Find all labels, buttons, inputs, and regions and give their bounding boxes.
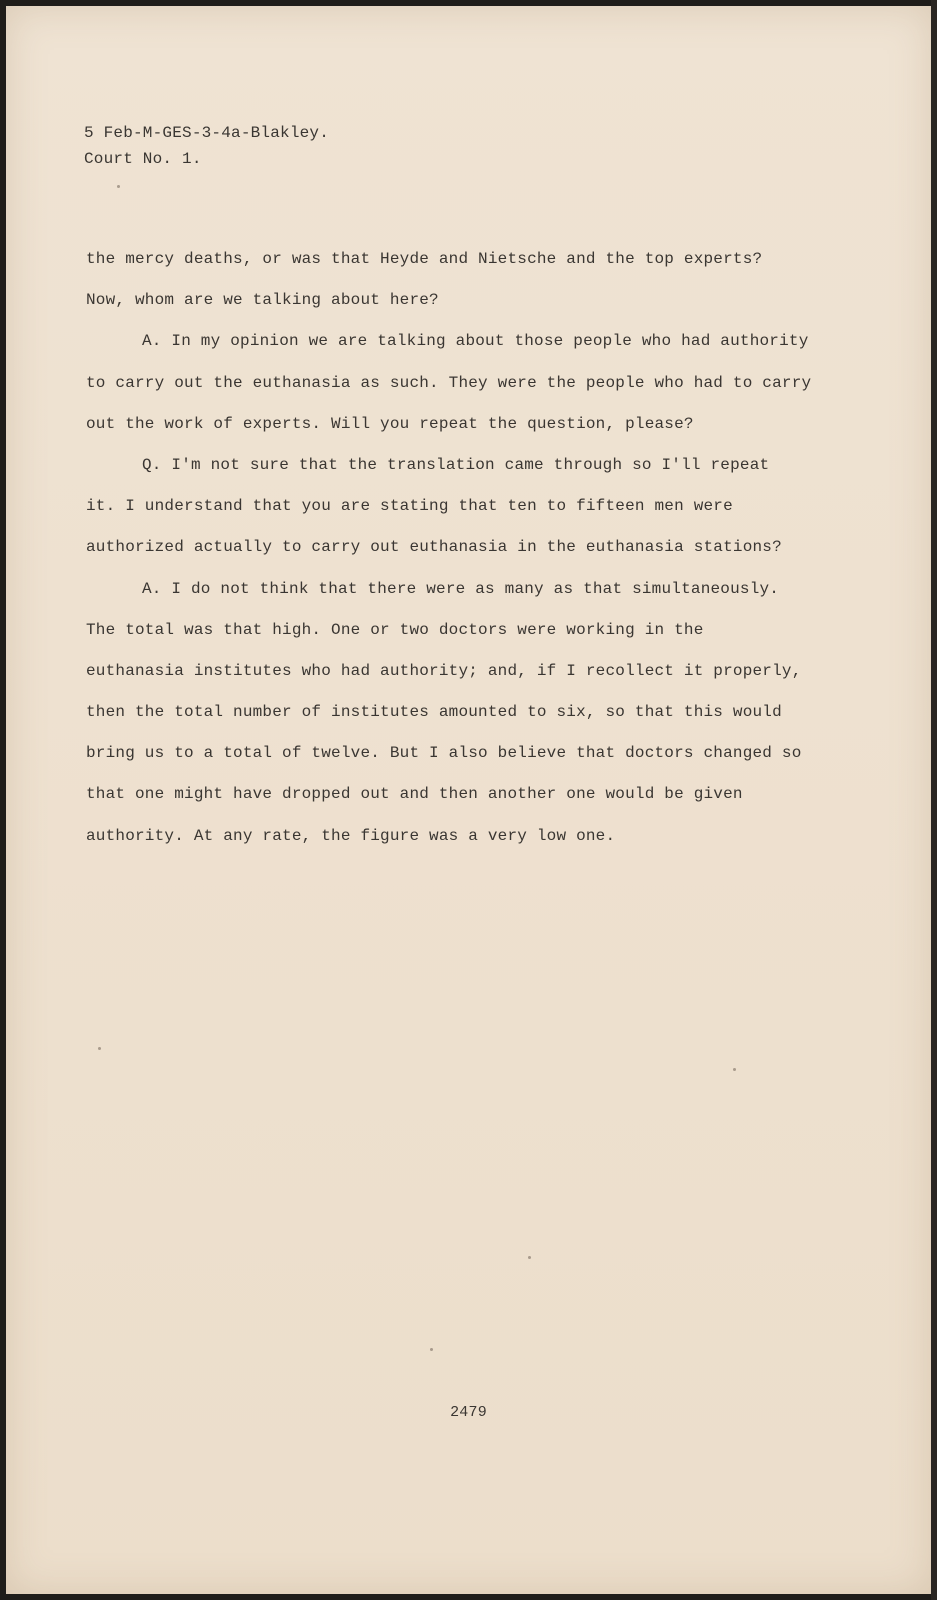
transcript-line: out the work of experts. Will you repeat the question, please?	[86, 414, 694, 433]
paper-speck	[430, 1348, 433, 1351]
header-reference: 5 Feb-M-GES-3-4a-Blakley.	[84, 124, 330, 142]
paper-speck	[98, 1047, 101, 1050]
header-court: Court No. 1.	[84, 150, 202, 168]
page-number: 2479	[450, 1404, 487, 1421]
paper-speck	[117, 185, 120, 188]
transcript-line: The total was that high. One or two doctors were working in the	[86, 620, 704, 639]
transcript-line: euthanasia institutes who had authority; and, if I recollect it properly,	[86, 661, 802, 680]
transcript-line: Now, whom are we talking about here?	[86, 291, 439, 310]
document-header	[84, 120, 329, 172]
transcript-line: authorized actually to carry out euthanasia in the euthanasia stations?	[86, 538, 782, 557]
transcript-line: then the total number of institutes amounted to six, so that this would	[86, 703, 782, 722]
transcript-line: A. In my opinion we are talking about those people who had authority	[142, 332, 809, 351]
transcript-line: the mercy deaths, or was that Heyde and Nietsche and the top experts?	[86, 250, 763, 268]
transcript-line: authority. At any rate, the figure was a very low one.	[86, 826, 616, 845]
scan-edge	[931, 0, 937, 1600]
transcript-line: to carry out the euthanasia as such. They were the people who had to carry	[86, 373, 812, 392]
paper-speck	[733, 1068, 736, 1071]
transcript-line: bring us to a total of twelve. But I also believe that doctors changed so	[86, 744, 802, 763]
transcript-line: Q. I'm not sure that the translation came through so I'll repeat	[142, 455, 770, 474]
transcript-body	[86, 244, 866, 862]
paper-speck	[528, 1256, 531, 1259]
transcript-line: that one might have dropped out and then another one would be given	[86, 785, 743, 804]
transcript-line: it. I understand that you are stating that ten to fifteen men were	[86, 497, 733, 516]
transcript-line: A. I do not think that there were as many as that simultaneously.	[142, 579, 780, 598]
